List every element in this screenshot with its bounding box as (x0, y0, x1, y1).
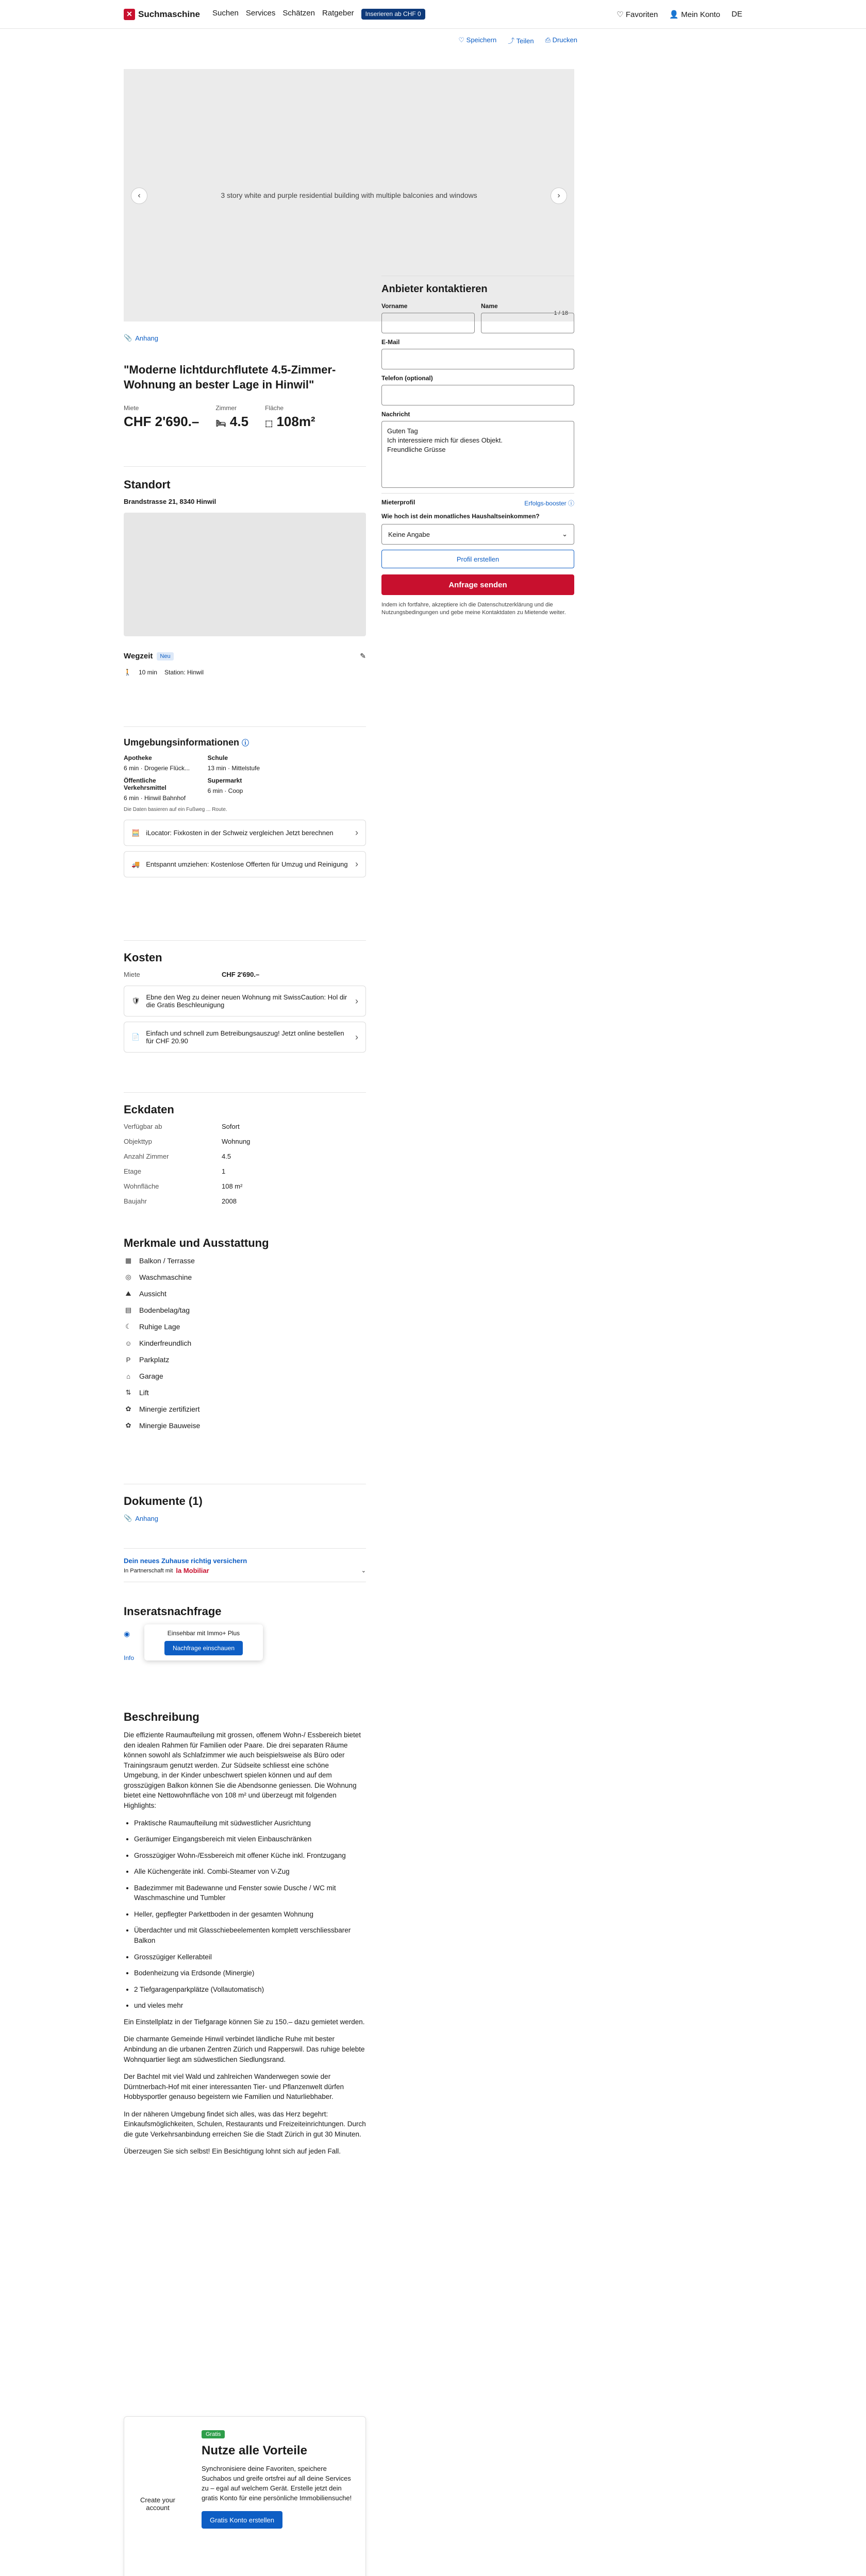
area-icon: ⬚ (265, 419, 273, 429)
favorites-link[interactable] (617, 10, 658, 19)
nav-suchen[interactable]: Suchen (212, 9, 239, 18)
language-select[interactable]: DE (731, 10, 742, 19)
highlight-item: • Überdachter und mit Glasschiebeelementen komplett verschliessbarer Balkon (134, 1925, 366, 1945)
eckdaten-table (124, 1123, 366, 1205)
highlight-item: • Alle Küchengeräte inkl. Combi-Steamer von V-Zug (134, 1867, 366, 1877)
gallery-prev-button[interactable] (131, 188, 147, 204)
nav-schaetzen[interactable]: Schätzen (282, 9, 315, 18)
umgebung-heading: Apotheke (124, 754, 152, 761)
print-label: Drucken (552, 36, 577, 44)
booster-link[interactable] (524, 499, 574, 507)
income-select[interactable] (381, 524, 574, 545)
paperclip-icon: 📎 (124, 334, 132, 342)
umgebung-section (124, 726, 366, 877)
feature-label: Parkplatz (139, 1355, 170, 1364)
nav-services[interactable]: Services (245, 9, 276, 18)
walk-time: 10 min (138, 669, 157, 676)
chevron-right-icon: › (355, 995, 358, 1006)
firstname-input[interactable] (381, 313, 475, 333)
rent-value: CHF 2'690.– (124, 414, 199, 430)
inserieren-button[interactable]: Inserieren ab CHF 0 (361, 9, 425, 19)
phone-input[interactable] (381, 385, 574, 405)
rooms-value: 4.5 (229, 414, 249, 430)
highlight-item: • Praktische Raumaufteilung mit südwestlicher Ausrichtung (134, 1818, 366, 1828)
truck-icon: 🚚 (131, 860, 140, 868)
umzug-promo[interactable] (124, 851, 366, 877)
main-column (124, 334, 366, 430)
dokument-label: Anhang (135, 1514, 159, 1522)
feature-label: Minergie Bauweise (139, 1421, 201, 1430)
highlight-item: • und vieles mehr (134, 2001, 366, 2011)
shield-icon: 🛡 (131, 997, 140, 1005)
gallery-counter: 1 / 18 (554, 310, 568, 316)
vorteile-card (124, 2416, 366, 2576)
umgebung-place: Mittelstufe (231, 765, 260, 772)
nachfrage-popup-text: Einsehbar mit Immo+ Plus (167, 1630, 240, 1637)
beschreibung-p4: Der Bachtel mit viel Wald und zahlreichen Wanderwegen sowie der Dürntnerbach-Hof mit einer interessanten Tier- und Pflanzenwelt dürfen Hobbysportler genauso begeistern wie Familien und Naturliebhaber. (124, 2073, 344, 2101)
eckdaten-value: Sofort (222, 1123, 240, 1130)
gallery-image-alt: 3 story white and purple residential building with multiple balconies and windows (221, 191, 477, 199)
umgebung-title: Umgebungsinformationen (124, 737, 239, 748)
highlight-list (124, 1818, 366, 2011)
highlight-item: • Bodenheizung via Erdsonde (Minergie) (134, 1968, 366, 1978)
umgebung-time: 6 min (207, 787, 223, 794)
kosten-section (124, 940, 366, 1053)
kosten-rent-label: Miete (124, 971, 140, 978)
site-header (0, 0, 866, 29)
garage-icon: ⌂ (126, 1372, 130, 1380)
umgebung-place: Drogerie Flück... (144, 765, 190, 772)
feature-label: Bodenbelag/tag (139, 1306, 190, 1314)
create-profile-button[interactable]: Profil erstellen (381, 550, 574, 568)
dokumente-section (124, 1484, 366, 1522)
save-label: Speichern (466, 36, 497, 44)
vorteile-title: Nutze alle Vorteile (202, 2444, 307, 2458)
beschreibung-p6: Überzeugen Sie sich selbst! Ein Besichtigung lohnt sich auf jeden Fall. (124, 2147, 341, 2156)
phone-label: Telefon (optional) (381, 375, 433, 382)
umgebung-heading: Supermarkt (207, 777, 242, 784)
lastname-input[interactable] (481, 313, 574, 333)
dokument-link[interactable] (124, 1514, 366, 1522)
versicherung-title: Dein neues Zuhause richtig versichern (124, 1557, 247, 1565)
bed-icon: 🛏 (215, 419, 226, 429)
nachfrage-section (124, 1605, 366, 1666)
create-account-button[interactable]: Gratis Konto erstellen (202, 2511, 282, 2529)
ilocator-promo[interactable] (124, 820, 366, 846)
attachment-label: Anhang (135, 334, 159, 342)
highlight-item: • 2 Tiefgaragenparkplätze (Vollautomatisch) (134, 1985, 366, 1995)
nachfrage-popup (144, 1624, 263, 1660)
beschreibung-p2: Ein Einstellplatz in der Tiefgarage können Sie zu 150.– dazu gemietet werden. (124, 2018, 365, 2026)
document-icon: 📄 (131, 1033, 140, 1041)
umgebung-place: Coop (228, 787, 243, 794)
contact-form (381, 276, 574, 617)
highlight-item: • Heller, gepflegter Parkettboden in der gesamten Wohnung (134, 1909, 366, 1920)
washing-machine-icon: ◎ (125, 1273, 131, 1281)
email-label: E-Mail (381, 338, 400, 346)
eckdaten-key: Wohnfläche (124, 1182, 159, 1190)
eye-icon: ◉ (124, 1630, 130, 1638)
eckdaten-value: 2008 (222, 1197, 237, 1205)
send-inquiry-button[interactable]: Anfrage senden (381, 574, 574, 595)
wegzeit-title: Wegzeit (124, 652, 153, 660)
share-button[interactable]: ⤴ Teilen (508, 37, 534, 45)
station-name: Station: Hinwil (164, 669, 204, 676)
kosten-title: Kosten (124, 951, 162, 964)
vorteile-text: Synchronisiere deine Favoriten, speichere Suchabos und greife ortsfrei auf all deine Services zu – egal auf welchem Gerät. Erstelle jetzt dein gratis Konto für eine persönliche Immobiliensuche! (202, 2465, 352, 2502)
chevron-down-icon: ⌄ (361, 1568, 366, 1574)
chevron-right-icon: › (355, 859, 358, 869)
lastname-label: Name (481, 302, 498, 310)
nav-ratgeber[interactable]: Ratgeber (322, 9, 354, 18)
swisscaution-promo[interactable] (124, 986, 366, 1016)
umgebung-place: Hinwil Bahnhof (144, 794, 186, 802)
highlight-item: • Geräumiger Eingangsbereich mit vielen Einbauschränken (134, 1834, 366, 1844)
eckdaten-key: Baujahr (124, 1197, 147, 1205)
merkmale-list (124, 1256, 366, 1430)
umgebung-time: 6 min (124, 794, 139, 802)
standort-section (124, 466, 366, 676)
beschreibung-section (124, 1710, 366, 2164)
umgebung-heading: Schule (207, 754, 228, 761)
merkmale-title: Merkmale und Ausstattung (124, 1236, 269, 1249)
message-textarea[interactable]: Guten Tag Ich interessiere mich für dieses Objekt. Freundliche Grüsse (381, 421, 574, 488)
betreibung-promo[interactable] (124, 1022, 366, 1053)
parking-icon: P (126, 1355, 131, 1364)
versicherung-sub: In Partnerschaft mit (124, 1567, 173, 1574)
feature-label: Balkon / Terrasse (139, 1257, 195, 1265)
info-icon[interactable]: ⓘ (242, 739, 249, 747)
gratis-badge: Gratis (202, 2430, 225, 2438)
minergie-icon: ✿ (125, 1421, 131, 1429)
save-button[interactable]: ♡ Speichern (458, 36, 497, 44)
edit-icon[interactable]: ✎ (360, 652, 366, 660)
eckdaten-key: Objekttyp (124, 1138, 152, 1145)
logo-icon: ✕ (124, 9, 135, 20)
income-select-value: Keine Angabe (388, 530, 430, 538)
address: Brandstrasse 21, 8340 Hinwil (124, 498, 216, 505)
versicherung-box[interactable] (124, 1548, 366, 1582)
account-link[interactable] (669, 10, 720, 19)
kosten-rent-value: CHF 2'690.– (222, 971, 260, 978)
message-label: Nachricht (381, 411, 410, 418)
vorteile-left: Create your account (140, 2496, 175, 2512)
umgebung-time: 6 min (124, 765, 139, 772)
listing-actions (0, 29, 866, 52)
feature-label: Minergie zertifiziert (139, 1405, 200, 1413)
feature-label: Lift (139, 1388, 149, 1397)
rent-label: Miete (124, 404, 139, 412)
feature-label: Waschmaschine (139, 1273, 192, 1281)
main-nav (212, 9, 425, 19)
legal-text: Indem ich fortfahre, akzeptiere ich die Datenschutzerklärung und die Nutzungsbedingungen und gebe meine Kontaktdaten zu Mietende weiter. (381, 602, 566, 616)
betreibung-promo-text: Einfach und schnell zum Betreibungsauszug! Jetzt online bestellen für CHF 20.90 (146, 1029, 344, 1045)
eckdaten-value: Wohnung (222, 1138, 251, 1145)
umzug-promo-text: Entspannt umziehen: Kostenlose Offerten für Umzug und Reinigung (146, 860, 348, 868)
heart-icon: ♡ (617, 10, 624, 19)
merkmale-section (124, 1236, 366, 1430)
user-icon: 👤 (669, 10, 679, 19)
view-icon: ⛰ (125, 1290, 131, 1297)
highlight-item: • Grosszügiger Kellerabteil (134, 1952, 366, 1962)
ilocator-promo-text: iLocator: Fixkosten in der Schweiz vergleichen Jetzt berechnen (146, 829, 334, 837)
beschreibung-p3: Die charmante Gemeinde Hinwil verbindet ländliche Ruhe mit bester Anbindung an die urbanen Zentren Zürich und Rapperswil. Das ruhige belebte Wohnquartier liegt am südwestlichen Siedlungsrand. (124, 2035, 365, 2063)
dokumente-title: Dokumente (1) (124, 1495, 203, 1507)
mieterprofil-label: Mieterprofil (381, 499, 415, 506)
feature-label: Kinderfreundlich (139, 1339, 192, 1347)
eckdaten-key: Etage (124, 1167, 141, 1175)
quiet-icon: ☾ (125, 1323, 131, 1330)
chevron-right-icon: › (557, 191, 560, 200)
booster-label: Erfolgs-booster (524, 500, 567, 507)
minergie-icon: ✿ (125, 1405, 131, 1413)
highlight-item: • Badezimmer mit Badewanne und Fenster sowie Dusche / WC mit Waschmaschine und Tumbler (134, 1883, 366, 1903)
balcony-icon: ▦ (125, 1257, 132, 1264)
eckdaten-value: 1 (222, 1167, 226, 1175)
listing-title: "Moderne lichtdurchflutete 4.5-Zimmer-Wohnung an bester Lage in Hinwil" (124, 363, 336, 391)
umgebung-time: 13 min (207, 765, 226, 772)
eckdaten-title: Eckdaten (124, 1103, 174, 1116)
favorites-label: Favoriten (625, 10, 658, 19)
mobiliar-logo: la Mobiliar (176, 1567, 209, 1574)
umgebung-grid: Apotheke 6 min · Drogerie Flück... Schule 13 min · Mittelstufe Öffentliche Verkehrsmittel 6 min · Hinwil Bahnhof Supermarkt 6 min · Coop (124, 754, 366, 802)
contact-form-title: Anbieter kontaktieren (381, 283, 488, 295)
share-label: Teilen (516, 37, 534, 45)
beschreibung-p5: In der näheren Umgebung findet sich alles, was das Herz begehrt: Einkaufsmöglichkeiten, Schulen, Restaurants und Freizeiteinrichtungen. Durch die gute Verkehrsanbindung erreichen Sie die Stadt Zürich in gut 30 Minuten. (124, 2110, 366, 2138)
chevron-down-icon: ⌄ (562, 530, 568, 538)
rooms-label: Zimmer (215, 404, 237, 412)
nachfrage-title: Inseratsnachfrage (124, 1605, 222, 1618)
new-badge: Neu (157, 652, 173, 660)
account-label: Mein Konto (681, 10, 721, 19)
chevron-right-icon: › (355, 1031, 358, 1042)
chevron-left-icon: ‹ (138, 191, 141, 200)
feature-label: Garage (139, 1372, 163, 1380)
attachment-link[interactable] (124, 334, 366, 342)
area-label: Fläche (265, 404, 284, 412)
feature-label: Aussicht (139, 1290, 166, 1298)
highlight-item: • Grosszügiger Wohn-/Essbereich mit offener Küche inkl. Frontzugang (134, 1851, 366, 1861)
swisscaution-promo-text: Ebne den Weg zu deiner neuen Wohnung mit SwissCaution: Hol dir die Gratis Beschleunigung (146, 993, 347, 1009)
umgebung-note: Die Daten basieren auf ein Fußweg ... Route. (124, 807, 227, 812)
eckdaten-value: 4.5 (222, 1153, 231, 1160)
area-value: 108m² (276, 414, 315, 430)
info-icon: ⓘ (568, 500, 574, 507)
umgebung-heading: Öffentliche Verkehrsmittel (124, 777, 166, 791)
beschreibung-title: Beschreibung (124, 1710, 199, 1723)
lift-icon: ⇅ (125, 1388, 131, 1396)
standort-title: Standort (124, 478, 171, 491)
feature-label: Ruhige Lage (139, 1323, 180, 1331)
location-map[interactable] (124, 513, 366, 636)
eckdaten-value: 108 m² (222, 1182, 243, 1190)
print-button[interactable]: ⎙ Drucken (545, 36, 577, 44)
calculator-icon: 🧮 (131, 828, 140, 837)
child-icon: ☺ (125, 1339, 132, 1347)
email-input[interactable] (381, 349, 574, 369)
logo-text: Suchmaschine (138, 9, 200, 19)
eckdaten-key: Anzahl Zimmer (124, 1153, 169, 1160)
key-facts (124, 404, 366, 430)
gallery-next-button[interactable] (551, 188, 567, 204)
beschreibung-intro: Die effiziente Raumaufteilung mit grossen, offenem Wohn-/ Essbereich bietet den idealen Rahmen für Familien oder Paare. Die drei separaten Räume können sowohl als Schlafzimmer wie auch beispielsweise als Büro oder Trainingsraum genutzt werden. Zur Südseite schliesst eine schöne Umgebung, in der Kinder unbeschwert spielen können und auf dem grosszügigen Balkon können Sie die Abendsonne geniessen. Die Wohnung bietet eine Nettowohnfläche von 108 m² und überzeugt mit folgenden Highlights: (124, 1731, 361, 1809)
eckdaten-key: Verfügbar ab (124, 1123, 162, 1130)
nachfrage-button[interactable]: Nachfrage einschauen (164, 1641, 243, 1655)
walk-icon: 🚶 (124, 669, 131, 676)
nachfrage-info-link[interactable]: Info (124, 1654, 135, 1662)
chevron-right-icon: › (355, 827, 358, 838)
floor-icon: ▤ (125, 1306, 132, 1314)
site-logo[interactable] (124, 9, 200, 20)
firstname-label: Vorname (381, 302, 408, 310)
eckdaten-section (124, 1092, 366, 1205)
paperclip-icon: 📎 (124, 1514, 132, 1522)
income-question: Wie hoch ist dein monatliches Haushaltseinkommen? (381, 513, 540, 520)
